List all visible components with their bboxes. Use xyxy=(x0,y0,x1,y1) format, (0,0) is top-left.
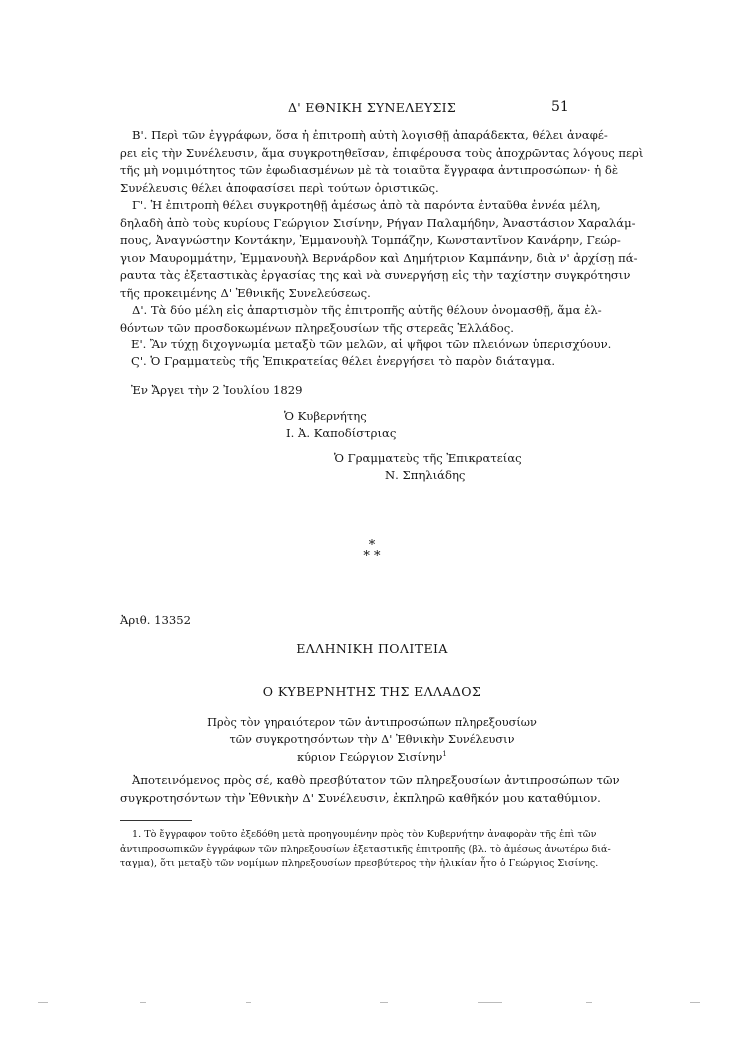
scan-mark xyxy=(586,1002,592,1003)
document-heading-state: ΕΛΛΗΝΙΚΗ ΠΟΛΙΤΕΙΑ xyxy=(296,641,448,656)
article-d-line: θόντων τῶν προσδοκωμένων πληρεξουσίων τῆς στερεᾶς Ἑλλάδος. xyxy=(120,320,514,335)
article-b-paragraph xyxy=(120,127,644,197)
recipient-line: τῶν συγκροτησόντων τὴν Δ' Ἐθνικὴν Συνέλευσιν xyxy=(229,733,515,746)
article-g-line: τῆς προκειμένης Δ' Ἐθνικῆς Συνελεύσεως. xyxy=(120,285,371,300)
footnote-line: ἀντιπροσωπικῶν ἐγγράφων τῶν πληρεξουσίων ἐξεταστικῆς ἐπιτροπῆς (βλ. τὸ ἀμέσως ἀνωτέρω διά- xyxy=(120,843,611,855)
document-number: Ἀριθ. 13352 xyxy=(120,613,191,627)
document-body-paragraph xyxy=(120,772,620,807)
governor-name: Ι. Ἀ. Καποδίστριας xyxy=(286,426,397,440)
article-g-line: Γ'. Ἡ ἐπιτροπὴ θέλει συγκροτηθῇ ἀμέσως ἀπὸ τὰ παρόντα ἐνταῦθα ἐννέα μέλη, xyxy=(132,198,601,212)
article-g-paragraph xyxy=(120,197,638,302)
page-number: 51 xyxy=(551,99,569,115)
footnote-reference: 1 xyxy=(442,750,447,758)
scan-mark xyxy=(690,1002,700,1003)
article-st-line: Ϛ'. Ὁ Γραμματεὺς τῆς Ἐπικρατείας θέλει ἐνεργήσει τὸ παρὸν διάταγμα. xyxy=(131,354,556,368)
article-b-line: Β'. Περὶ τῶν ἐγγράφων, ὅσα ἡ ἐπιτροπὴ αὐτὴ λογισθῇ ἀπαράδεκτα, θέλει ἀναφέ- xyxy=(132,128,608,142)
document-body-line: Ἀποτεινόμενος πρὸς σέ, καθὸ πρεσβύτατον τῶν πληρεξουσίων ἀντιπροσώπων τῶν xyxy=(132,773,620,787)
recipient-line-with-footnote xyxy=(0,750,744,764)
recipient-line: Πρὸς τὸν γηραιότερον τῶν ἀντιπροσώπων πληρεξουσίων xyxy=(207,716,537,729)
article-e-line: Ε'. Ἂν τύχῃ διχογνωμία μεταξὺ τῶν μελῶν, αἱ ψῆφοι τῶν πλειόνων ὑπερισχύουν. xyxy=(131,337,612,351)
asterism-separator xyxy=(0,540,744,562)
article-b-line: ρει εἰς τὴν Συνέλευσιν, ἅμα συγκροτηθεῖσαν, ἐπιφέρουσα τοὺς ἀποχρῶντας λόγους περὶ xyxy=(120,145,644,160)
running-header-title: Δ' ΕΘΝΙΚΗ ΣΥΝΕΛΕΥΣΙΣ xyxy=(287,100,457,115)
scan-mark xyxy=(246,1002,251,1003)
article-b-line: τῆς μὴ νομιμότητος τῶν ἐφωδιασμένων μὲ τὰ τοιαῦτα ἔγγραφα ἀντιπροσώπων· ἡ δὲ xyxy=(120,163,619,177)
secretary-name: Ν. Σπηλιάδης xyxy=(385,468,466,482)
article-d-paragraph xyxy=(120,302,602,337)
dateline: Ἐν Ἄργει τὴν 2 Ἰουλίου 1829 xyxy=(131,383,303,397)
scan-mark xyxy=(380,1002,388,1003)
scan-mark xyxy=(38,1002,48,1003)
article-g-line: πους, Ἀναγνώστην Κοντάκην, Ἐμμανουὴλ Τομπάζην, Κωνσταντῖνον Κανάρην, Γεώρ- xyxy=(120,233,621,247)
footnote-rule xyxy=(120,820,192,821)
document-heading-governor: Ο ΚΥΒΕΡΝΗΤΗΣ ΤΗΣ ΕΛΛΑΔΟΣ xyxy=(262,684,482,699)
asterism-bottom: * * xyxy=(363,549,381,564)
secretary-title: Ὁ Γραμματεὺς τῆς Ἐπικρατείας xyxy=(334,451,522,465)
article-g-line: δηλαδὴ ἀπὸ τοὺς κυρίους Γεώργιον Σισίνην, Ρήγαν Παλαμήδην, Ἀναστάσιον Χαραλάμ- xyxy=(120,215,636,230)
footnote xyxy=(120,828,611,872)
asterism-top: * xyxy=(368,538,376,553)
article-d-line: Δ'. Τὰ δύο μέλη εἰς ἀπαρτισμὸν τῆς ἐπιτροπῆς αὐτῆς θέλουν ὀνομασθῇ, ἅμα ἐλ- xyxy=(132,303,602,317)
footnote-line: 1. Τὸ ἔγγραφον τοῦτο ἐξεδόθη μετὰ προηγουμένην πρὸς τὸν Κυβερνήτην ἀναφορὰν τῆς ἐπὶ τῶν xyxy=(132,829,597,840)
document-body-line: συγκροτησόντων τὴν Ἐθνικὴν Δ' Συνέλευσιν, ἐκπληρῶ καθῆκόν μου καταθύμιον. xyxy=(120,790,601,805)
governor-title: Ὁ Κυβερνήτης xyxy=(284,409,367,423)
article-g-line: ραυτα τὰς ἐξεταστικὰς ἐργασίας της καὶ νὰ συνεργήσῃ εἰς τὴν ταχίστην συγκρότησιν xyxy=(120,268,631,282)
recipient-line: κύριον Γεώργιον Σισίνην xyxy=(297,750,443,764)
scan-mark xyxy=(478,1002,502,1003)
footnote-line: ταγμα), ὅτι μεταξὺ τῶν νομίμων πληρεξουσίων πρεσβύτερος τὴν ἡλικίαν ἦτο ὁ Γεώργιος Σισίνης. xyxy=(120,858,599,869)
article-g-line: γιον Μαυρομμάτην, Ἐμμανουὴλ Βερνάρδον καὶ Δημήτριον Καμπάνην, διὰ ν' ἀρχίσῃ πά- xyxy=(120,250,638,265)
article-b-line: Συνέλευσις θέλει ἀποφασίσει περὶ τούτων ὁριστικῶς. xyxy=(120,180,439,195)
scan-mark xyxy=(140,1002,146,1003)
